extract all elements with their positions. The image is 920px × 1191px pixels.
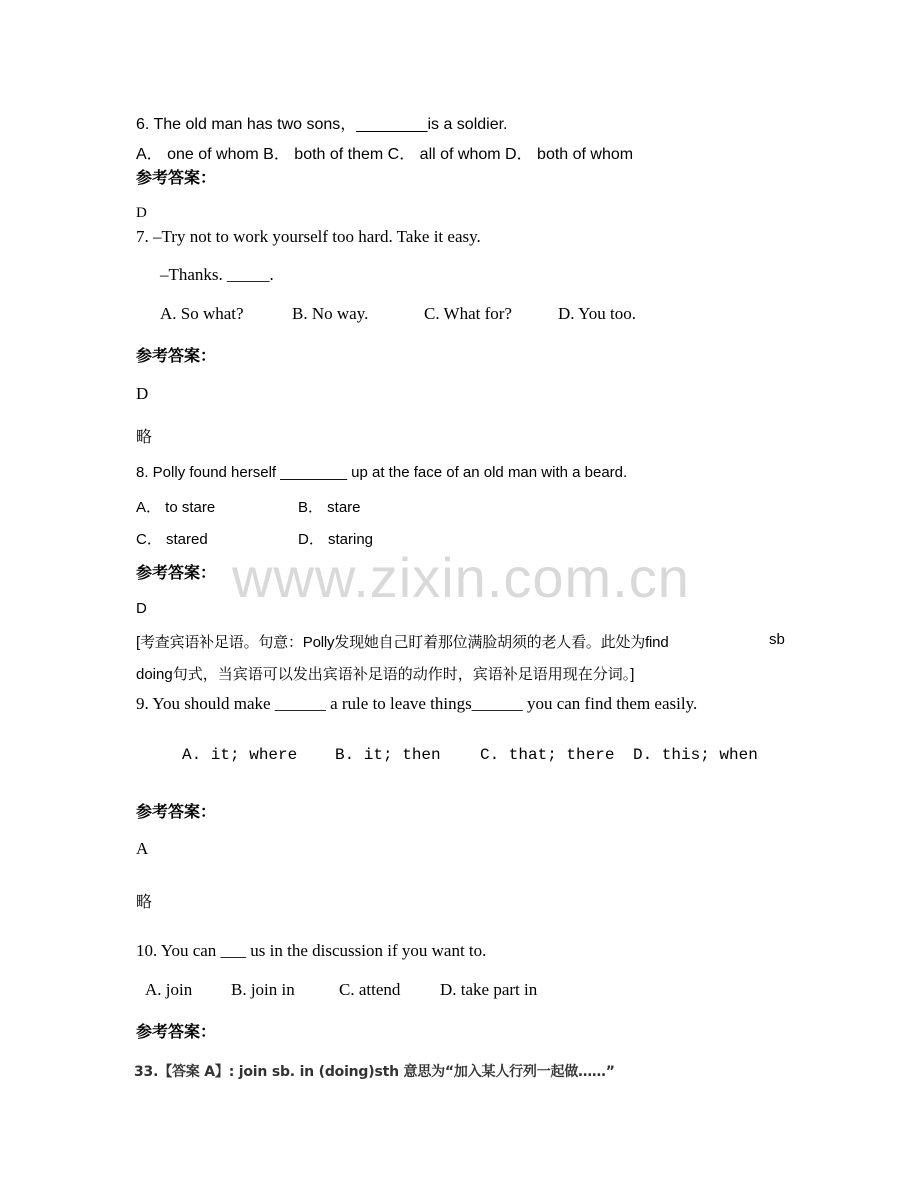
q9-option-d: D. this; when xyxy=(633,746,758,764)
q8-stem: 8. Polly found herself ________ up at the face of an old man with a beard. xyxy=(136,464,628,481)
q9-note: 略 xyxy=(136,894,153,911)
q10-option-c: C. attend xyxy=(339,980,401,999)
q9-option-c: C. that; there xyxy=(480,746,615,764)
q10-option-a: A. join xyxy=(145,980,193,999)
q7-option-d: D. You too. xyxy=(558,304,636,323)
q8-option-d: D． staring xyxy=(298,531,374,548)
q9-option-a: A. it; where xyxy=(182,746,298,764)
q10-answer-image: 33.【答案 A】: join sb. in (doing)sth 意思为“加入某人行列一起做……” xyxy=(134,1064,615,1080)
q6-answer-label: 参考答案： xyxy=(136,170,217,187)
q10-answer-label: 参考答案： xyxy=(136,1024,217,1041)
q8-option-a: A． to stare xyxy=(136,499,216,516)
q8-option-c: C． stared xyxy=(136,531,208,548)
q7-option-a: A. So what? xyxy=(160,304,244,323)
q6-answer: D xyxy=(136,205,147,221)
q8-answer-label: 参考答案： xyxy=(136,565,217,582)
q7-reply: –Thanks. _____. xyxy=(160,265,274,284)
q9-option-b: B. it; then xyxy=(335,746,441,764)
q10-option-d: D. take part in xyxy=(440,980,538,999)
q7-stem: 7. –Try not to work yourself too hard. Take it easy. xyxy=(136,227,481,246)
q9-answer: A xyxy=(136,839,149,858)
q8-explanation-line1: [考查宾语补足语。句意：Polly发现她自己盯着那位满脸胡须的老人看。此处为find xyxy=(136,634,669,651)
q7-answer: D xyxy=(136,384,149,403)
q10-option-b: B. join in xyxy=(231,980,295,999)
q6-stem: 6. The old man has two sons，________is a soldier. xyxy=(136,116,508,133)
q8-answer: D xyxy=(136,600,147,617)
q8-explanation-line2: doing句式，当宾语可以发出宾语补足语的动作时，宾语补足语用现在分词。] xyxy=(136,666,635,683)
q9-stem: 9. You should make ______ a rule to leave things______ you can find them easily. xyxy=(136,694,698,713)
q10-stem: 10. You can ___ us in the discussion if you want to. xyxy=(136,941,487,960)
q8-option-b: B． stare xyxy=(298,499,361,516)
q8-explanation-sb: sb xyxy=(769,631,785,648)
q6-options: A． one of whom B． both of them C． all of whom D． both of whom xyxy=(136,146,634,163)
q7-option-b: B. No way. xyxy=(292,304,369,323)
q7-answer-label: 参考答案： xyxy=(136,348,217,365)
q7-option-c: C. What for? xyxy=(424,304,512,323)
q9-answer-label: 参考答案： xyxy=(136,804,217,821)
q7-note: 略 xyxy=(136,429,153,446)
watermark: www.zixin.com.cn xyxy=(232,546,690,609)
